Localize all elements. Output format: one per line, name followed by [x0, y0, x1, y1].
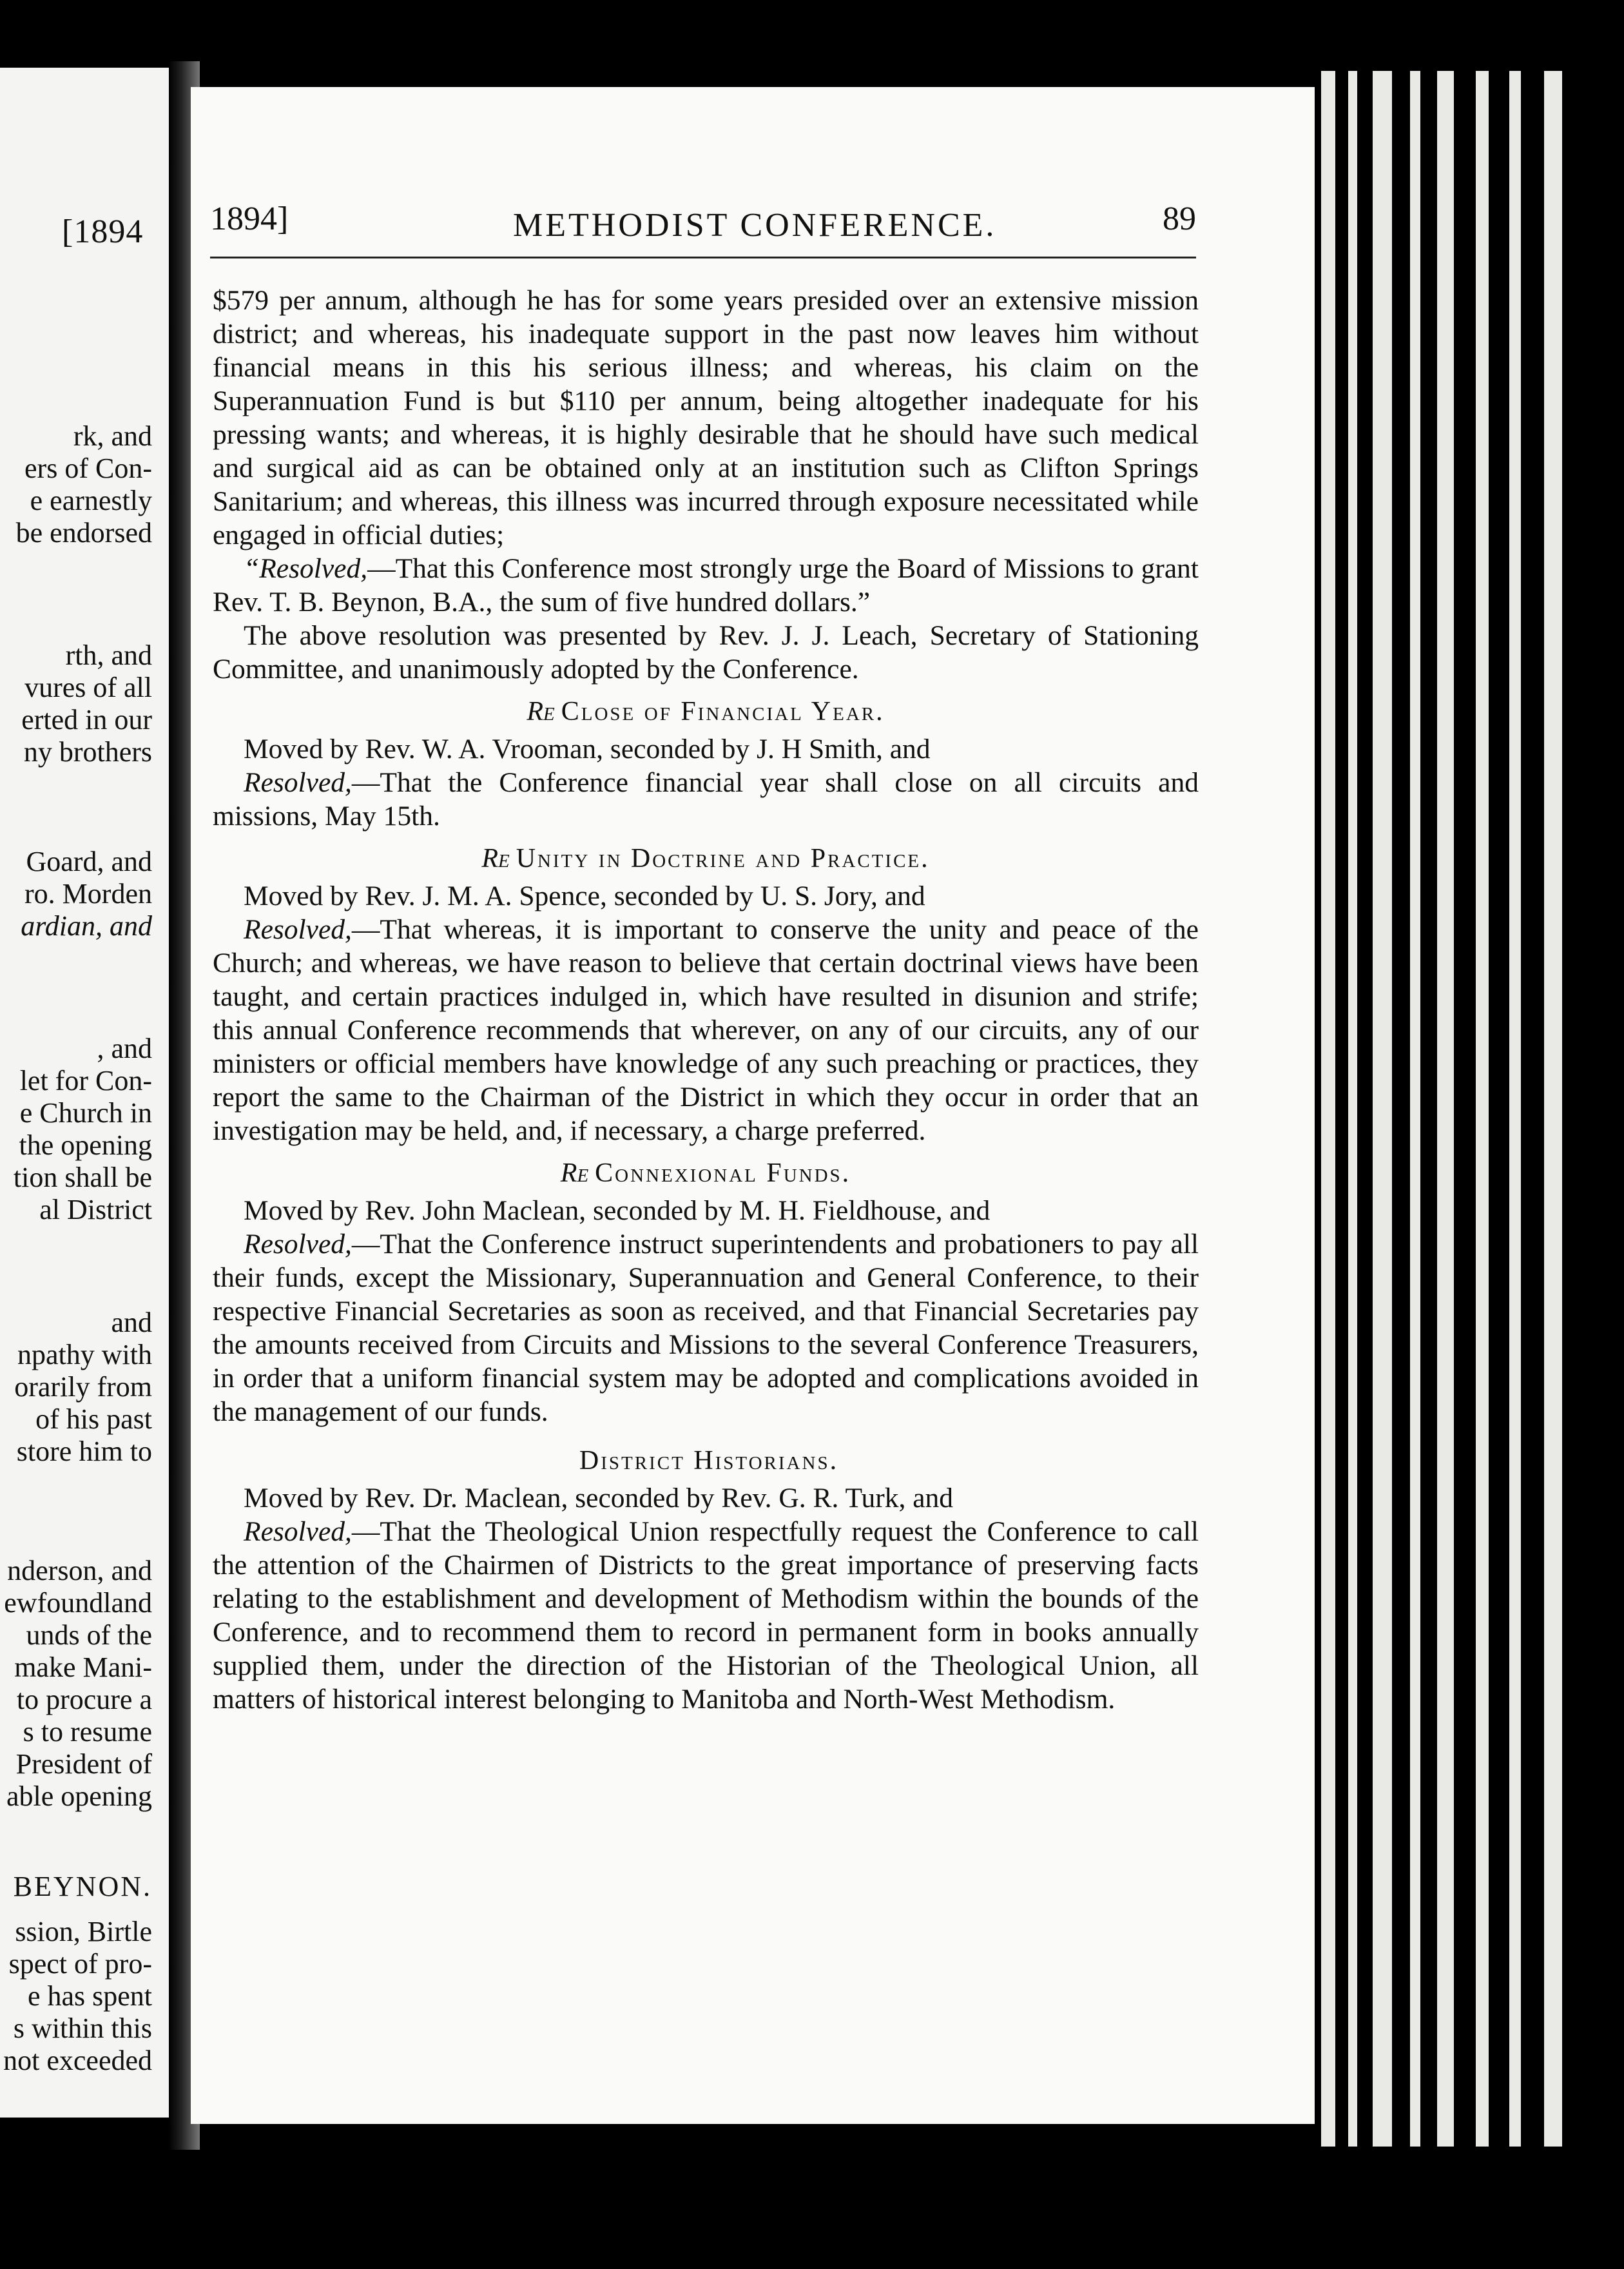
section-heading: Re Close of Financial Year. — [527, 697, 885, 726]
left-page-line: , and — [97, 1033, 152, 1064]
resolution: Resolved,—That the Theological Union respectfully request the Conference to call the attention of the Chairmen of Districts to the great importance of preserving facts relating to the establishment and development of Methodism within the bounds of the Conference, and to recommend them to record in permanent form in books annually supplied them, under the direction of the Historian of the Theological Union, all matters of historical interest belonging to Manitoba and North-West Methodism. — [213, 1516, 1199, 1715]
left-page-line: ewfoundland — [4, 1587, 152, 1619]
left-page-line: s within this — [13, 2012, 152, 2044]
left-page-line: make Mani- — [14, 1651, 152, 1683]
motion-line: Moved by Rev. W. A. Vrooman, seconded by J. H Smith, and — [244, 734, 931, 764]
left-page-line: be endorsed — [15, 517, 152, 549]
left-page-line: erted in our — [21, 704, 152, 735]
section-heading: Re Connexional Funds. — [560, 1158, 851, 1188]
resolution: Resolved,—That whereas, it is important to conserve the unity and peace of the Church; and whereas, we have reason to believe that certain doctrinal views have been taught, and certain practices indulged in, which have resulted in disunion and strife; this annual Conference recommends that wherever, on any of our circuits, any of our ministers or official members have knowledge of any such preaching or practices, they report the same to the Chairman of the District in which they occur in order that an investigation may be held, and, if necessary, a charge preferred. — [213, 914, 1199, 1146]
resolution: Resolved,—That the Conference instruct superintendents and probationers to pay all their funds, except the Missionary, Superannuation and General Conference, to their respective Financial Secretaries as soon as received, and that Financial Secretaries pay the amounts received from Circuits and Missions to the several Conference Treasurers, in order that a uniform financial system may be adopted and complications avoided in the management of our funds. — [213, 1229, 1199, 1427]
section-heading: District Historians. — [579, 1446, 839, 1475]
left-page-line: Goard, and — [26, 846, 152, 877]
resolution-text: —That this Conference most strongly urge the Board of Missions to grant Rev. T. B. Beynon, B.A., the sum of five hundred dollars.” — [213, 553, 1199, 618]
left-page-line: tion shall be — [13, 1162, 152, 1193]
section-heading: Re Unity in Doctrine and Practice. — [481, 844, 930, 873]
left-page-line: e has spent — [27, 1980, 152, 2012]
left-page-line: ers of Con- — [24, 453, 152, 484]
header-rule — [210, 257, 1196, 258]
motion-line: Moved by Rev. John Maclean, seconded by M. H. Fieldhouse, and — [244, 1195, 991, 1226]
resolved-label: “Resolved, — [244, 553, 368, 584]
resolution: Resolved,—That the Conference financial year shall close on all circuits and missions, May 15th. — [213, 767, 1199, 832]
left-page-line: rk, and — [73, 420, 152, 452]
page-number: 89 — [1163, 200, 1196, 237]
left-page-line: let for Con- — [19, 1065, 152, 1096]
left-page-line: ssion, Birtle — [15, 1916, 152, 1947]
left-facing-page — [0, 68, 173, 2118]
left-page-line: e Church in — [19, 1097, 152, 1129]
motion-line: Moved by Rev. J. M. A. Spence, seconded by U. S. Jory, and — [244, 881, 925, 911]
left-page-line: store him to — [16, 1436, 152, 1467]
paragraph: The above resolution was presented by Rev. J. J. Leach, Secretary of Stationing Committee, and unanimously adopted by the Conference. — [213, 620, 1199, 685]
left-page-line: vures of all — [24, 672, 152, 703]
left-page-line: ny brothers — [23, 736, 152, 768]
left-page-line: al District — [39, 1194, 152, 1225]
page-edges — [1315, 71, 1611, 2147]
resolution — [213, 552, 1199, 619]
left-page-line: spect of pro- — [8, 1948, 152, 1980]
running-head — [210, 200, 1196, 245]
left-page-line: unds of the — [26, 1619, 152, 1651]
left-page-line: nderson, and — [7, 1555, 152, 1586]
left-page-header: [1894 — [62, 213, 144, 250]
left-page-line: the opening — [19, 1129, 152, 1161]
left-page-line: orarily from — [14, 1371, 152, 1403]
left-page-line: ro. Morden — [24, 878, 152, 910]
page-body — [213, 284, 1199, 1716]
paragraph: $579 per annum, although he has for some years presided over an extensive mission district; and whereas, his inadequate support in the past now leaves him without financial means in this his serious illness; and whereas, his claim on the Superannuation Fund is but $110 per annum, being altogether inadequate for his pressing wants; and whereas, it is highly desirable that he should have such medical and surgical aid as can be obtained only at an institution such as Clifton Springs Sanitarium; and whereas, this illness was incurred through exposure necessitated while engaged in official duties; — [213, 285, 1199, 550]
motion-line: Moved by Rev. Dr. Maclean, seconded by Rev. G. R. Turk, and — [244, 1483, 954, 1514]
left-page-line: s to resume — [23, 1716, 152, 1748]
left-page-line: able opening — [6, 1780, 152, 1812]
left-page-line: and — [111, 1307, 152, 1338]
left-page-line: e earnestly — [30, 485, 152, 516]
left-page-line: rth, and — [65, 639, 152, 671]
left-page-line: npathy with — [17, 1339, 152, 1370]
left-page-line: BEYNON. — [13, 1871, 152, 1902]
left-page-line: of his past — [35, 1403, 152, 1435]
left-page-line: to procure a — [16, 1684, 152, 1715]
header-title: METHODIST CONFERENCE. — [513, 207, 997, 244]
left-page-line: President of — [15, 1748, 152, 1780]
header-year: 1894] — [210, 200, 289, 237]
left-page-line: not exceeded — [3, 2045, 152, 2076]
left-page-line: ardian, and — [21, 910, 152, 942]
